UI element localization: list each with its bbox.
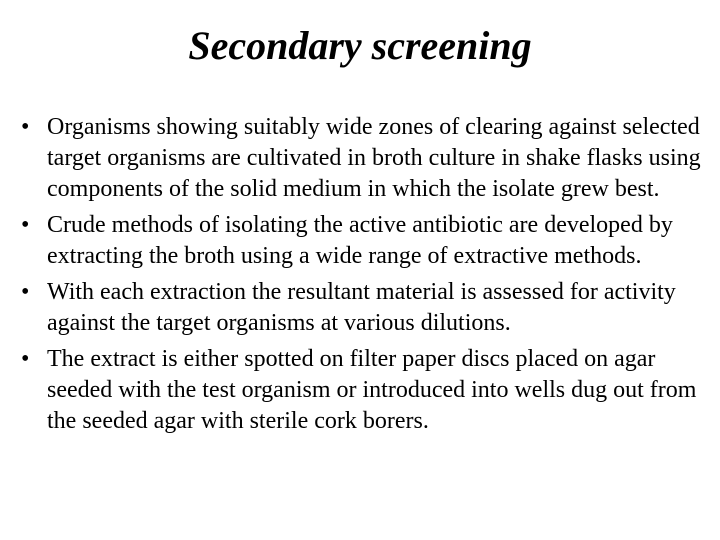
bullet-dot: • xyxy=(21,114,30,140)
bullet-list xyxy=(21,112,701,442)
bullet-text: With each extraction the resultant material is assessed for activity against the target organisms at various dilutions. xyxy=(47,279,676,336)
bullet-dot: • xyxy=(21,346,30,372)
bullet-dot: • xyxy=(21,212,30,238)
bullet-item xyxy=(21,344,701,437)
slide-title: Secondary screening xyxy=(188,23,532,68)
bullet-text: The extract is either spotted on filter paper discs placed on agar seeded with the test organism or introduced into wells dug out from the seeded agar with sterile cork borers. xyxy=(47,346,697,434)
bullet-dot: • xyxy=(21,279,30,305)
bullet-item xyxy=(21,112,701,205)
bullet-item xyxy=(21,210,701,272)
bullet-text: Crude methods of isolating the active antibiotic are developed by extracting the broth using a wide range of extractive methods. xyxy=(47,212,673,269)
bullet-text: Organisms showing suitably wide zones of clearing against selected target organisms are cultivated in broth culture in shake flasks using components of the solid medium in which the isolate grew best. xyxy=(47,114,701,202)
bullet-item xyxy=(21,277,701,339)
